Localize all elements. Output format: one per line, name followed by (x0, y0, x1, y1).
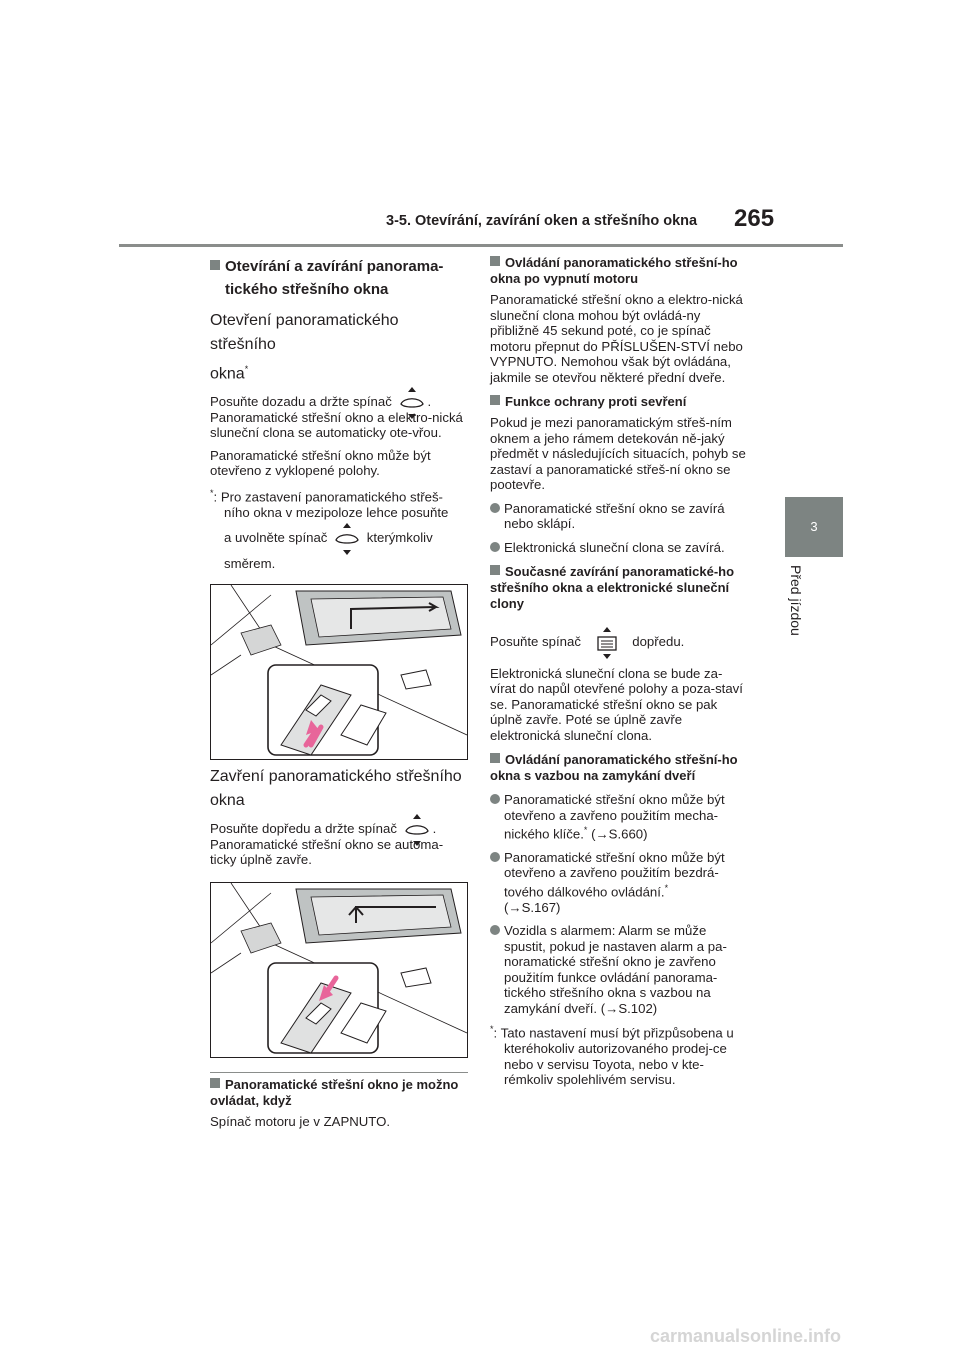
square-bullet-icon (490, 753, 500, 763)
text-simultaneous-close-2: Elektronická sluneční clona se bude za-vírat do napůl otevřené polohy a poza-staví se. Panoramatické střešní okno se pak úplně zavře. Poté se úplně zavře elektronická sluneční clona. (490, 665, 743, 743)
bullet-anti-pinch-2: Elektronická sluneční clona se zavírá. (490, 540, 748, 556)
right-column (490, 255, 748, 1088)
round-bullet-icon (490, 925, 500, 935)
shade-switch-icon (593, 626, 621, 660)
footnote-dealer: *: Tato nastavení musí být přizpůsobena u kteréhokoliv autorizovaného prodej-ce nebo v servisu Toyota, nebo v kte-rémkoliv spolehlivém servisu. (490, 1024, 734, 1088)
heading-simultaneous-close: Současné zavírání panoramatické-ho střešního okna a elektronické sluneční clony (490, 564, 735, 611)
square-bullet-icon (210, 1078, 220, 1088)
bullet-door-lock-2: Panoramatické střešní okno může být otevřeno a zavřeno použitím bezdrá-tového dálkového ovládání.* (→S.167) (490, 850, 748, 915)
square-bullet-icon (490, 565, 500, 575)
square-bullet-icon (490, 256, 500, 266)
text-after-engine-off: Panoramatické střešní okno a elektro-nická sluneční clona mohou být ovládá-ny přibližně 45 sekund poté, co je spínač motoru přepnut do PŘÍSLUŠEN-STVÍ nebo VYPNUTO. Nemohou však být ovládána, jakmile se otevřou některé přední dveře. (490, 292, 743, 385)
bullet-anti-pinch-1: Panoramatické střešní okno se zavírá nebo sklápí. (490, 501, 748, 532)
round-bullet-icon (490, 852, 500, 862)
footnote-stop-2: a uvolněte spínač kterýmkoliv (210, 530, 468, 546)
heading-anti-pinch: Funkce ochrany proti sevření (490, 394, 748, 410)
page-number: 265 (734, 205, 775, 232)
chapter-tab: 3 (785, 497, 843, 557)
open-title: Otevření panoramatického střešního okna* (210, 312, 399, 383)
footnote-stop-3: směrem. (224, 555, 276, 571)
open-text: Posuňte dozadu a držte spínač . Panoramatické střešní okno a elektro-nická sluneční clona se automaticky ote-vřou. (210, 394, 468, 441)
open-text-2: Panoramatické střešní okno může být otevřeno z vyklopené polohy. (210, 447, 431, 479)
heading-after-engine-off: Ovládání panoramatického střešní-ho okna po vypnutí motoru (490, 255, 738, 286)
round-bullet-icon (490, 542, 500, 552)
main-heading: Otevírání a zavírání panorama- tického střešního okna (210, 255, 468, 301)
operable-heading: Panoramatické střešní okno je možno ovládat, když (210, 1076, 459, 1108)
chapter-title-vertical: Před jízdou (788, 565, 804, 636)
left-column (210, 255, 468, 1129)
text-anti-pinch: Pokud je mezi panoramatickým střeš-ním oknem a jeho rámem detekován ně-jaký předmět v následujících situacích, pohyb se zastaví a panoramatické střeš-ní okno se pootevře. (490, 415, 746, 492)
square-bullet-icon (490, 395, 500, 405)
close-text: Posuňte dopředu a držte spínač . Panoramatické střešní okno se automa-ticky úplně zavře. (210, 821, 468, 868)
footnote-stop: *: Pro zastavení panoramatického střeš-ního okna v mezipoloze lehce posuňte (210, 487, 449, 520)
square-bullet-icon (210, 260, 220, 270)
section-title: 3-5. Otevírání, zavírání oken a střešního okna (386, 213, 698, 229)
heading-door-lock-link: Ovládání panoramatického střešní-ho okna s vazbou na zamykání dveří (490, 752, 738, 784)
close-title: Zavření panoramatického střešního okna (210, 768, 462, 810)
bullet-door-lock-1: Panoramatické střešní okno může být otevřeno a zavřeno použitím mecha-nického klíče.* (→S.660) (490, 792, 748, 842)
roof-switch-icon (333, 522, 361, 556)
bullet-door-lock-3: Vozidla s alarmem: Alarm se může spustit, pokud je nastaven alarm a pa-noramatické střešní okno je zavřeno použitím funkce ovládání panorama-tického střešního okna s vazbou na zamykání dveří. (→S.102) (490, 923, 748, 1016)
section-rule (210, 1072, 468, 1073)
watermark: carmanualsonline.info (650, 1326, 842, 1346)
operable-text: Spínač motoru je v ZAPNUTO. (210, 1113, 391, 1129)
figure-close-switch (210, 882, 468, 1058)
round-bullet-icon (490, 503, 500, 513)
text-simultaneous-close: Posuňte spínač dopředu. (490, 634, 748, 650)
round-bullet-icon (490, 794, 500, 804)
header-rule (119, 244, 843, 247)
figure-open-switch (210, 584, 468, 760)
